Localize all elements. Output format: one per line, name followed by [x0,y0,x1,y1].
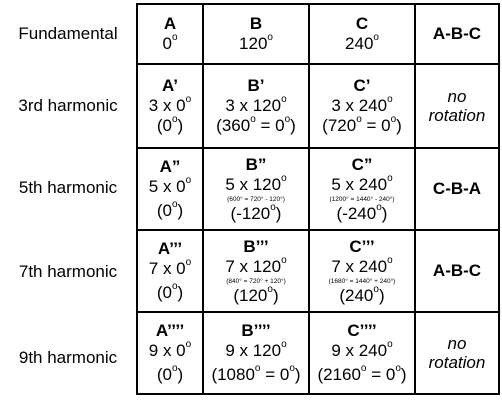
row-label-fundamental: Fundamental [18,24,118,43]
rotation-result: A-B-C [415,4,499,64]
phase-expr: 7 x 120$^o$ [225,254,287,276]
phase-expr: 5 x 120$^o$ [225,172,287,194]
row-label-3rd-harmonic: 3rd harmonic [18,96,118,115]
rotation-result: no rotation [415,312,499,394]
rotation-result: A-B-C [415,230,499,312]
cell-b-7th [203,230,309,312]
table-row [137,148,499,230]
phase-name: A’ [161,76,179,95]
cell-c-9th [309,312,415,394]
phase-expr: 120$^o$ [239,32,273,53]
phase-name: C [355,14,369,33]
cell-a-7th [137,230,203,312]
phase-name: A’’’ [157,239,183,258]
harmonic-phase-table [136,3,500,395]
phase-expr: 3 x 240$^o$ [331,94,393,115]
phase-reduced: $(360^o = 0^o)$ [216,114,296,135]
row-label-9th-harmonic: 9th harmonic [18,348,118,367]
phase-name: B” [245,154,267,174]
table-row [137,64,499,148]
rotation-result: C-B-A [415,148,499,230]
table-row [137,230,499,312]
phase-reduced: (-240$^o$) [336,201,388,223]
phase-reduced: $(2160^o = 0^o)$ [317,363,407,384]
phase-expr: 3 x 120$^o$ [225,94,287,115]
phase-expr: 7 x 0$^o$ [148,257,192,278]
phase-reduced: $(1080^o = 0^o)$ [211,363,301,384]
phase-reduced: (0$^o$) [156,114,184,135]
phase-expr: 0$^o$ [162,32,178,53]
cell-c-7th [309,230,415,312]
phase-note: (1680° = 1440° + 240°) [328,277,396,285]
phase-name: B’’’’ [241,321,271,340]
phase-reduced: (120$^o$) [233,283,279,305]
cell-c-fundamental [309,4,415,64]
phase-name: C’’’’ [347,321,377,340]
phase-expr: 7 x 240$^o$ [331,254,393,276]
phase-expr: 240$^o$ [345,32,379,53]
cell-c-3rd [309,64,415,148]
cell-b-5th [203,148,309,230]
phase-name: B’’’ [243,236,269,256]
cell-b-fundamental [203,4,309,64]
phase-name: C’’’ [349,236,375,256]
phase-note: (840° = 720° + 120°) [226,277,286,285]
phase-expr: 5 x 240$^o$ [331,172,393,194]
cell-a-fundamental [137,4,203,64]
cell-a-5th [137,148,203,230]
phase-note: (600° = 720° - 120°) [227,195,285,203]
table-row [137,4,499,64]
cell-b-9th [203,312,309,394]
phase-reduced: (0$^o$) [156,363,184,384]
phase-reduced: $(720^o = 0^o)$ [322,114,402,135]
phase-expr: 9 x 240$^o$ [331,339,393,360]
phase-name: C” [351,154,373,174]
row-label-7th-harmonic: 7th harmonic [18,262,118,281]
phase-reduced: (0$^o$) [156,199,184,220]
phase-expr: 9 x 0$^o$ [148,339,192,360]
phase-name: A” [159,157,181,176]
row-label-5th-harmonic: 5th harmonic [18,178,118,197]
phase-name: A [163,14,177,33]
phase-expr: 5 x 0$^o$ [148,175,192,196]
phase-reduced: (0$^o$) [156,281,184,302]
phase-reduced: (-120$^o$) [230,201,282,223]
table-row [137,312,499,394]
phase-expr: 9 x 120$^o$ [225,339,287,360]
cell-a-3rd [137,64,203,148]
phase-name: B [249,14,263,33]
phase-expr: 3 x 0$^o$ [148,94,192,115]
phase-name: B’ [247,76,265,95]
rotation-result: no rotation [415,64,499,148]
cell-c-5th [309,148,415,230]
phase-name: C’ [353,76,371,95]
phase-note: (1200° = 1440° - 240°) [329,195,395,203]
cell-b-3rd [203,64,309,148]
cell-a-9th [137,312,203,394]
phase-name: A’’’’ [155,321,185,340]
phase-reduced: (240$^o$) [339,283,385,305]
